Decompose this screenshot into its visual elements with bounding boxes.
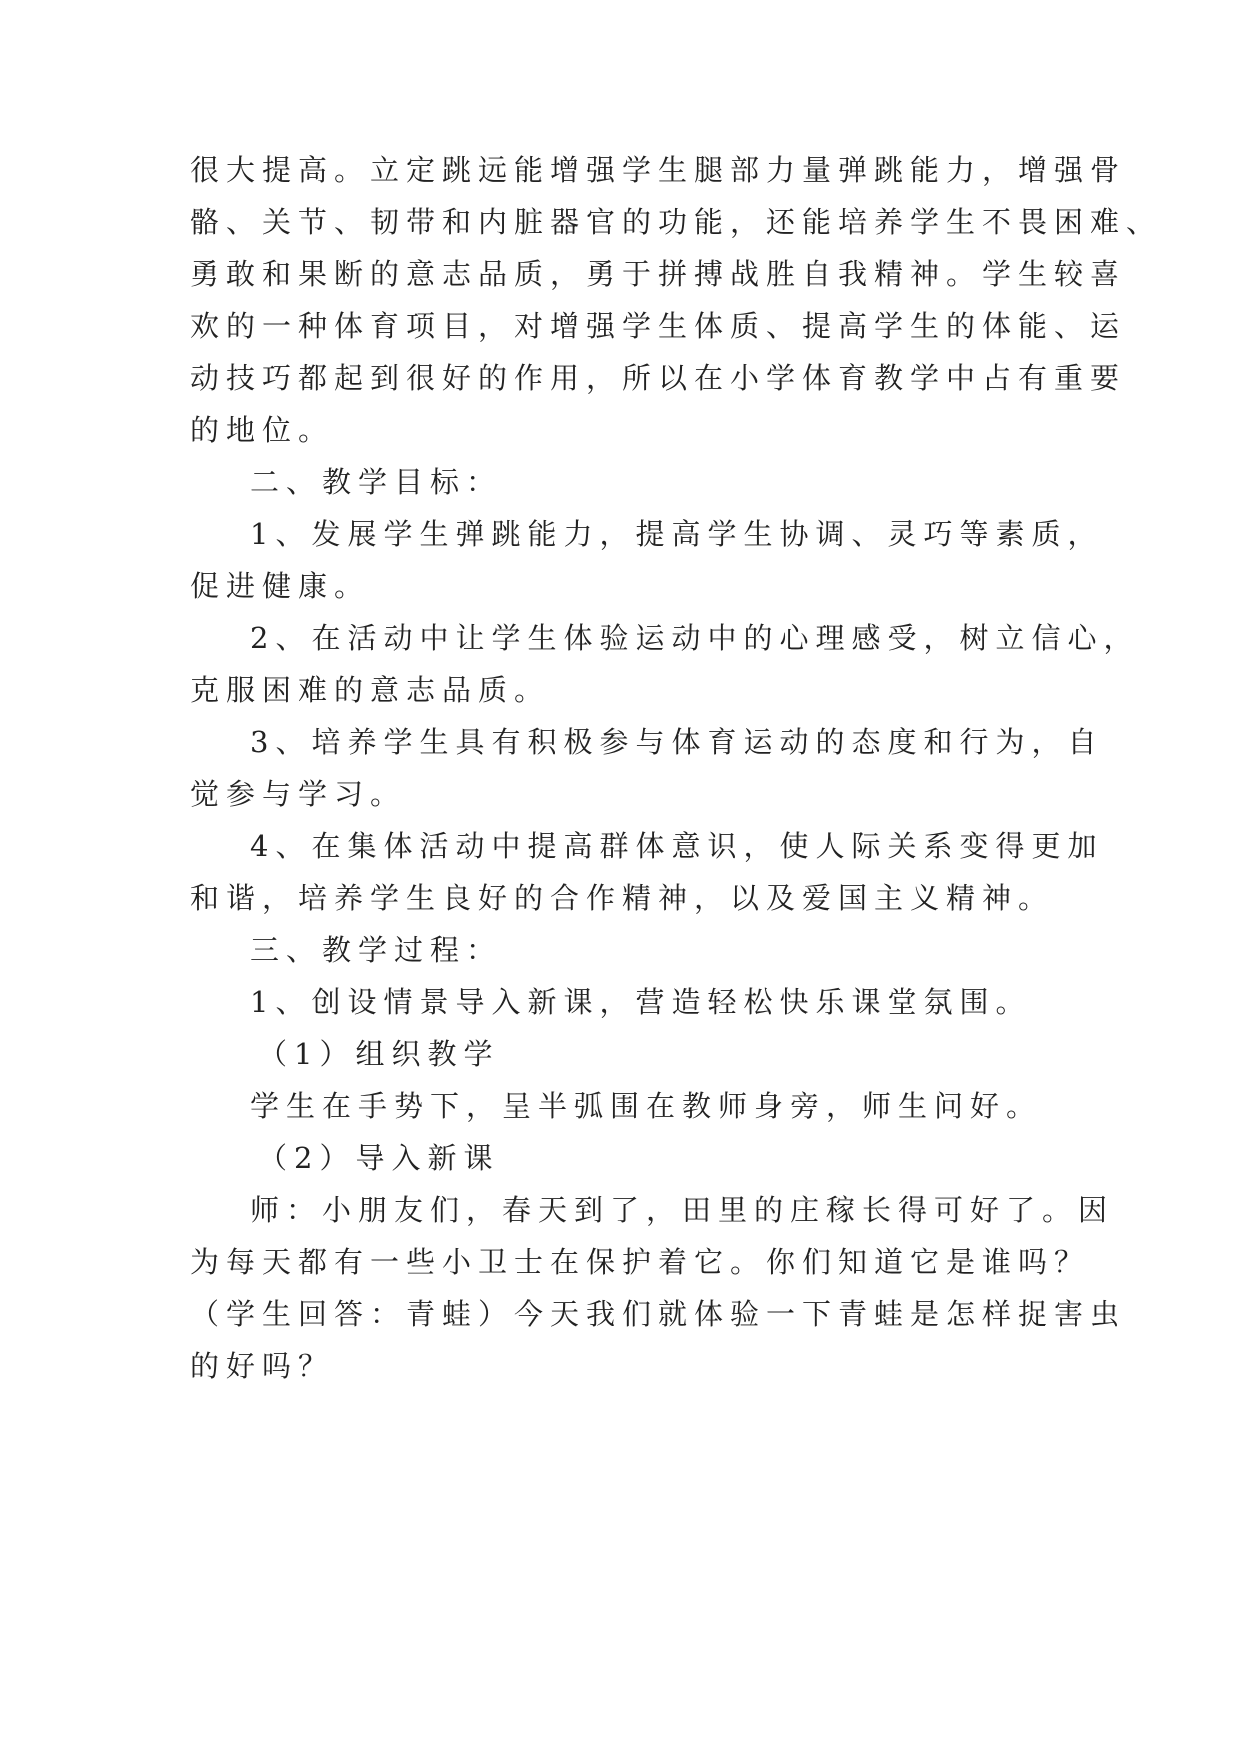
list-item-line: 2、在活动中让学生体验运动中的心理感受，树立信心， xyxy=(250,621,1140,655)
body-text-line: 骼、关节、韧带和内脏器官的功能，还能培养学生不畏困难、 xyxy=(190,205,1163,239)
body-text-line: 很大提高。立定跳远能增强学生腿部力量弹跳能力，增强骨 xyxy=(190,153,1127,187)
list-item-line: 和谐，培养学生良好的合作精神，以及爱国主义精神。 xyxy=(190,881,1055,915)
body-text-line: 为每天都有一些小卫士在保护着它。你们知道它是谁吗？ xyxy=(190,1245,1091,1279)
list-item-line: 3、培养学生具有积极参与体育运动的态度和行为，自 xyxy=(250,725,1104,759)
body-text-line: 动技巧都起到很好的作用，所以在小学体育教学中占有重要 xyxy=(190,361,1127,395)
body-text-line: 师：小朋友们，春天到了，田里的庄稼长得可好了。因 xyxy=(250,1193,1115,1227)
body-text-line: 勇敢和果断的意志品质，勇于拼搏战胜自我精神。学生较喜 xyxy=(190,257,1127,291)
sub-heading: （1）组织教学 xyxy=(258,1037,500,1071)
section-heading: 三、教学过程： xyxy=(250,933,503,967)
list-item-line: 觉参与学习。 xyxy=(190,777,407,811)
body-text-line: 欢的一种体育项目，对增强学生体质、提高学生的体能、运 xyxy=(190,309,1127,343)
sub-heading: （2）导入新课 xyxy=(258,1141,500,1175)
section-heading: 二、教学目标： xyxy=(250,465,503,499)
list-item-line: 促进健康。 xyxy=(190,569,371,603)
body-text-line: 的地位。 xyxy=(190,413,335,447)
list-item-line: 4、在集体活动中提高群体意识，使人际关系变得更加 xyxy=(250,829,1104,863)
body-text-line: 的好吗？ xyxy=(190,1349,335,1383)
list-item-line: 1、发展学生弹跳能力，提高学生协调、灵巧等素质， xyxy=(250,517,1104,551)
list-item-line: 克服困难的意志品质。 xyxy=(190,673,551,707)
body-text-line: 学生在手势下，呈半弧围在教师身旁，师生问好。 xyxy=(250,1089,1043,1123)
list-item-line: 1、创设情景导入新课，营造轻松快乐课堂氛围。 xyxy=(250,985,1032,1019)
body-text-line: （学生回答：青蛙）今天我们就体验一下青蛙是怎样捉害虫 xyxy=(190,1297,1127,1331)
